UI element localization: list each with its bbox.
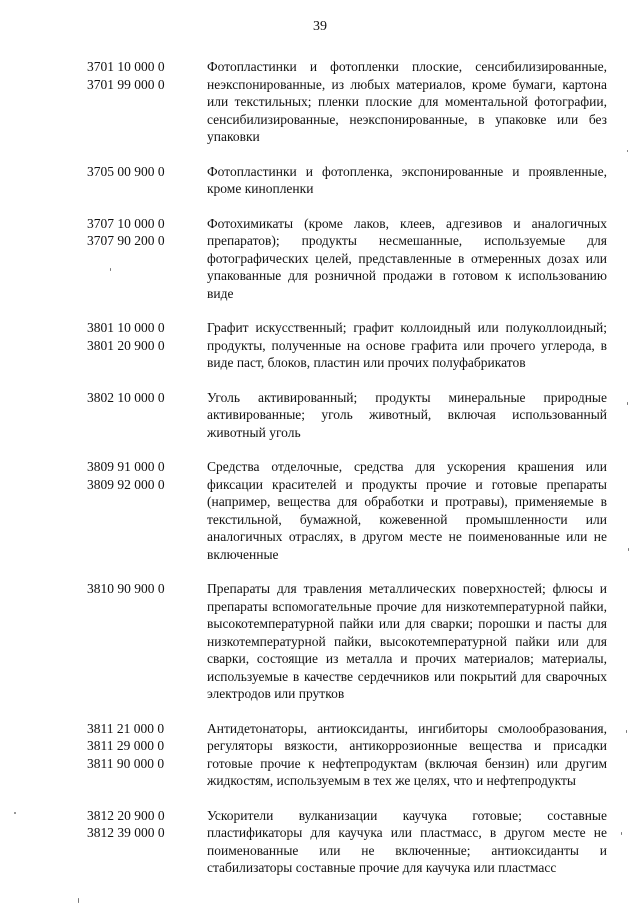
scan-speck bbox=[627, 150, 628, 152]
tariff-code: 3705 00 900 0 bbox=[87, 163, 165, 179]
tariff-code: 3701 10 000 0 bbox=[87, 59, 165, 74]
list-item bbox=[0, 163, 640, 198]
goods-description: Фотохимикаты (кроме лаков, клеев, адгезивов и аналогичных препаратов); продукты несмешанные, используемые для фотографических целей, представленные в отмеренных дозах или упакованные для розничной продажи в готовом к использованию виде bbox=[207, 215, 607, 301]
goods-description: Препараты для травления металлических поверхностей; флюсы и препараты вспомогательные прочие для низкотемпературной пайки, высокотемпературной пайки или для сварки; порошки и пасты для низкотемпературной пайки, высокотемпературной пайки или для сварки, состоящие из металла и прочих материалов; материалы, используемые в качестве сердечников или покрытий для сварочных электродов или прутков bbox=[207, 581, 607, 701]
list-item bbox=[0, 215, 640, 303]
code-column bbox=[87, 163, 197, 181]
tariff-code: 3809 91 000 0 bbox=[87, 459, 165, 474]
code-column bbox=[87, 319, 197, 354]
goods-description: Уголь активированный; продукты минеральные природные активированные; уголь животный, включая использованный животный уголь bbox=[207, 389, 607, 440]
goods-description: Графит искусственный; графит коллоидный или полуколлоидный; продукты, полученные на основе графита или прочего углерода, в виде паст, блоков, пластин или прочих полуфабрикатов bbox=[207, 320, 607, 370]
scan-speck bbox=[621, 832, 622, 835]
code-column bbox=[87, 807, 197, 842]
scan-speck bbox=[627, 402, 628, 405]
goods-description: Ускорители вулканизации каучука готовые; составные пластификаторы для каучука или пластмасс, в другом месте не поименованные или не включенные; антиоксиданты и стабилизаторы составные прочие для каучука или пластмасс bbox=[207, 807, 607, 875]
list-item bbox=[0, 580, 640, 703]
code-column bbox=[87, 580, 197, 598]
code-column bbox=[87, 389, 197, 407]
tariff-code: 3801 10 000 0 bbox=[87, 320, 165, 335]
tariff-code: 3707 10 000 0 bbox=[87, 215, 165, 231]
scan-speck bbox=[14, 812, 16, 814]
code-column bbox=[87, 458, 197, 493]
tariff-code: 3701 99 000 0 bbox=[87, 76, 165, 92]
scan-speck bbox=[78, 898, 79, 903]
scan-speck bbox=[628, 548, 629, 551]
list-item bbox=[0, 807, 640, 877]
code-column bbox=[87, 215, 197, 250]
page-number: 39 bbox=[313, 19, 327, 34]
list-item bbox=[0, 720, 640, 790]
tariff-code: 3811 21 000 0 bbox=[87, 720, 165, 736]
scan-speck bbox=[110, 268, 111, 271]
code-column bbox=[87, 720, 197, 773]
goods-description: Фотопластинки и фотопленки плоские, сенсибилизированные, неэкспонированные, из любых материалов, кроме бумаги, картона или текстильных; пленки плоские для моментальной фотографии, сенсибилизированные, неэкспонированные, в упаковке или без упаковки bbox=[207, 59, 607, 144]
list-item bbox=[0, 458, 640, 563]
tariff-code-list bbox=[0, 58, 640, 894]
goods-description: Антидетонаторы, антиоксиданты, ингибиторы смолообразования, регуляторы вязкости, антикоррозионные вещества и присадки готовые прочие к нефтепродуктам (включая бензин) или другим жидкостям, используемым в тех же целях, что и нефтепродукты bbox=[207, 720, 607, 788]
goods-description: Средства отделочные, средства для ускорения крашения или фиксации красителей и продукты прочие и готовые препараты (например, вещества для обработки и протравы), применяемые в текстильной, бумажной, кожевенной промышленности или аналогичных отраслях, в другом месте не поименованные или не включенные bbox=[207, 459, 607, 562]
code-column bbox=[87, 58, 197, 93]
list-item bbox=[0, 58, 640, 146]
goods-description: Фотопластинки и фотопленка, экспонированные и проявленные, кроме кинопленки bbox=[207, 163, 607, 196]
tariff-code: 3812 39 000 0 bbox=[87, 825, 165, 840]
tariff-code: 3811 29 000 0 bbox=[87, 738, 165, 753]
tariff-code: 3809 92 000 0 bbox=[87, 476, 165, 492]
tariff-code: 3812 20 900 0 bbox=[87, 807, 165, 823]
tariff-code: 3707 90 200 0 bbox=[87, 233, 165, 248]
tariff-code: 3801 20 900 0 bbox=[87, 337, 165, 353]
tariff-code: 3811 90 000 0 bbox=[87, 755, 165, 771]
scan-speck bbox=[626, 730, 627, 733]
tariff-code: 3802 10 000 0 bbox=[87, 389, 165, 405]
list-item bbox=[0, 389, 640, 442]
tariff-code: 3810 90 900 0 bbox=[87, 581, 165, 596]
list-item bbox=[0, 319, 640, 372]
